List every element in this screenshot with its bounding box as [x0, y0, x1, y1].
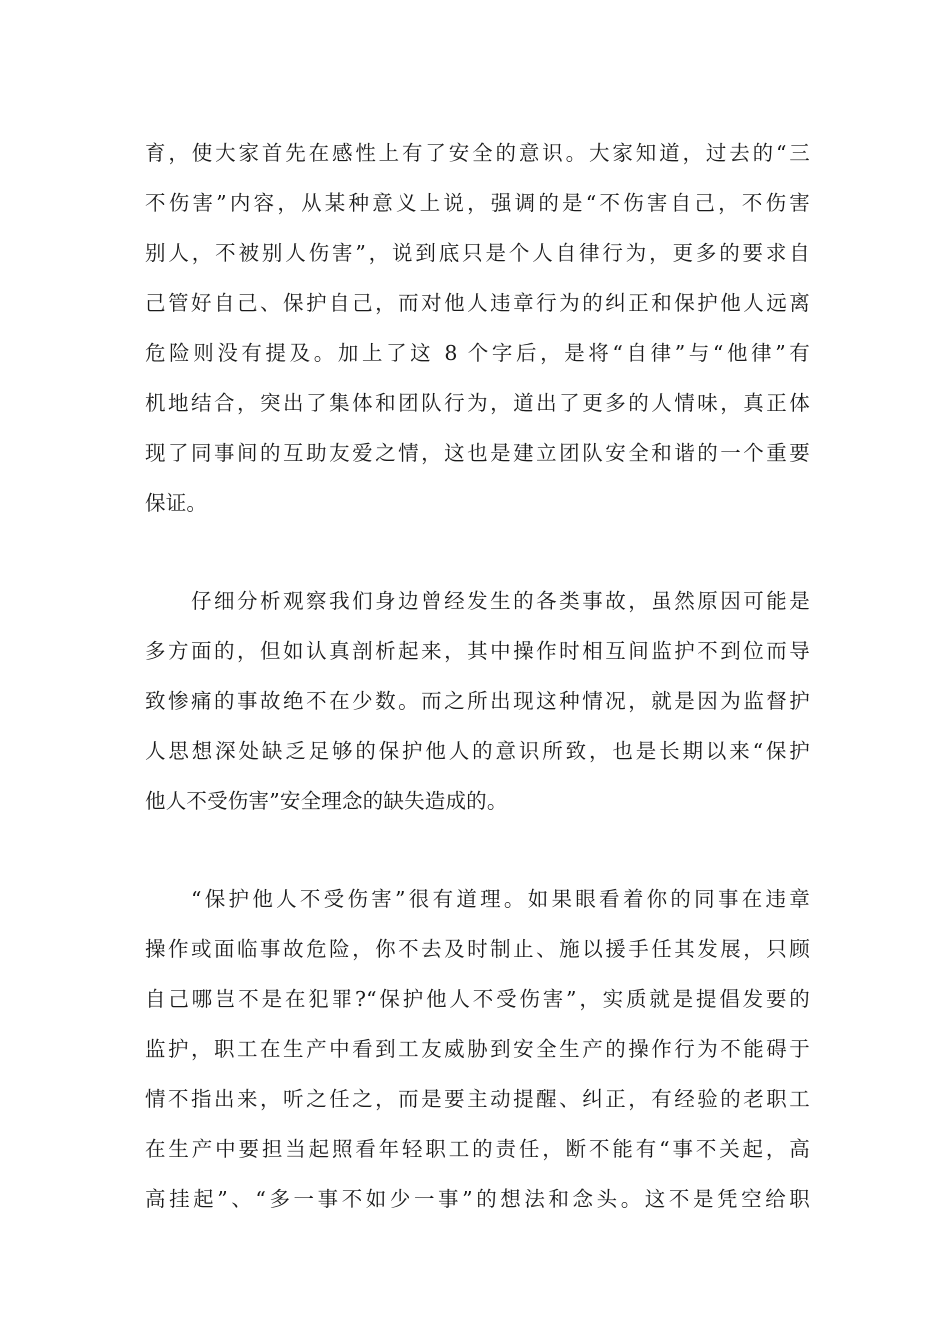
paragraph-line: 致惨痛的事故绝不在少数。而之所出现这种情况，就是因为监督护: [145, 689, 810, 713]
paragraph-3: [145, 874, 810, 1224]
paragraph-line: 别人，不被别人伤害”，说到底只是个人自律行为，更多的要求自: [145, 241, 810, 265]
paragraph-line: 育，使大家首先在感性上有了安全的意识。大家知道，过去的“三: [145, 141, 810, 165]
paragraph-line: 情不指出来，听之任之，而是要主动提醒、纠正，有经验的老职工: [145, 1087, 810, 1111]
paragraph-line: 己管好自己、保护自己，而对他人违章行为的纠正和保护他人远离: [145, 291, 810, 315]
paragraph-line: 在生产中要担当起照看年轻职工的责任，断不能有“事不关起，高: [145, 1137, 810, 1161]
paragraph-line: 现了同事间的互助友爱之情，这也是建立团队安全和谐的一个重要: [145, 441, 810, 465]
paragraph-1: [145, 128, 810, 528]
paragraph-line: 自己哪岂不是在犯罪?“保护他人不受伤害”，实质就是提倡发要的: [145, 987, 810, 1011]
paragraph-2: [145, 576, 810, 826]
paragraph-line: 危险则没有提及。加上了这 8 个字后，是将“自律”与“他律”有: [145, 341, 810, 365]
paragraph-line: 不伤害”内容，从某种意义上说，强调的是“不伤害自己，不伤害: [145, 191, 810, 215]
paragraph-line: 监护，职工在生产中看到工友威胁到安全生产的操作行为不能碍于: [145, 1037, 810, 1061]
paragraph-line: 操作或面临事故危险，你不去及时制止、施以援手任其发展，只顾: [145, 937, 810, 961]
paragraph-line: “保护他人不受伤害”很有道理。如果眼看着你的同事在违章: [191, 887, 810, 911]
paragraph-line: 人思想深处缺乏足够的保护他人的意识所致，也是长期以来“保护: [145, 739, 810, 763]
paragraph-line: 高挂起”、“多一事不如少一事”的想法和念头。这不是凭空给职: [145, 1187, 810, 1211]
paragraph-line: 仔细分析观察我们身边曾经发生的各类事故，虽然原因可能是: [191, 589, 810, 613]
paragraph-line: 保证。: [145, 491, 208, 515]
paragraph-line: 机地结合，突出了集体和团队行为，道出了更多的人情味，真正体: [145, 391, 810, 415]
paragraph-line: 多方面的，但如认真剖析起来，其中操作时相互间监护不到位而导: [145, 639, 810, 663]
paragraph-line: 他人不受伤害”安全理念的缺失造成的。: [145, 789, 508, 813]
